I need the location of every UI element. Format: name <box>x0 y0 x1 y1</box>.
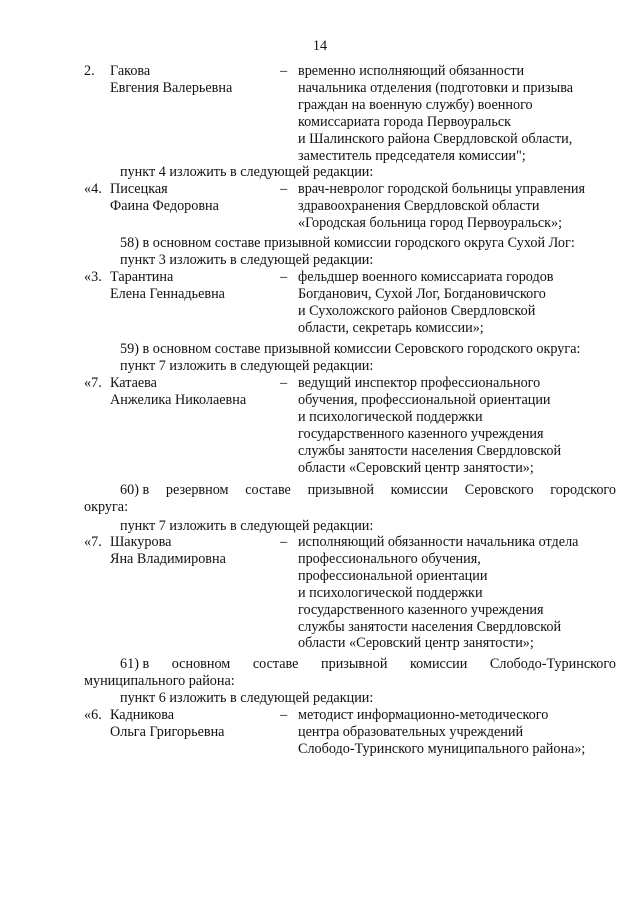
position-line: здравоохранения Свердловской области <box>298 197 540 214</box>
entry-number: «6. <box>84 707 102 723</box>
word: Слободо-Туринского <box>489 656 616 672</box>
entry-number: «4. <box>84 181 102 197</box>
position-line: Слободо-Туринского муниципального района»; <box>298 740 586 757</box>
dash-separator: – <box>280 63 288 79</box>
dash-separator: – <box>280 534 288 550</box>
section-heading: 59) в основном составе призывной комиссии Серовского городского округа: <box>120 341 581 357</box>
member-name <box>110 534 278 568</box>
word: 61) в <box>120 656 150 672</box>
word: комиссии <box>409 656 468 672</box>
member-position <box>298 63 618 164</box>
position-line: государственного казенного учреждения <box>298 601 544 618</box>
member-position <box>298 269 618 337</box>
word: Серовского <box>464 482 534 498</box>
position-line: ведущий инспектор профессионального <box>298 375 541 391</box>
position-line: службы занятости населения Свердловской <box>298 442 562 459</box>
position-line: заместитель председателя комиссии"; <box>298 147 526 164</box>
position-line: области «Серовский центр занятости»; <box>298 459 534 476</box>
word: основном <box>171 656 231 672</box>
word: комиссии <box>390 482 449 498</box>
surname: Катаева <box>110 375 157 391</box>
position-line: профессионального обучения, <box>298 550 481 567</box>
surname: Кадникова <box>110 707 175 723</box>
position-line: обучения, профессиональной ориентации <box>298 391 551 408</box>
word: призывной <box>321 656 388 672</box>
given-names: Фаина Федоровна <box>110 197 219 214</box>
position-line: временно исполняющий обязанности <box>298 63 525 79</box>
member-name <box>110 707 278 741</box>
position-line: области «Серовский центр занятости»; <box>298 635 534 652</box>
position-line: методист информационно-методического <box>298 707 549 723</box>
position-line: и Сухоложского районов Свердловской <box>298 302 536 319</box>
justified-line <box>120 656 616 673</box>
word: составе <box>245 482 291 498</box>
justified-line <box>120 482 616 499</box>
entry-number: 2. <box>84 63 95 79</box>
member-name <box>110 181 278 215</box>
position-line: граждан на военную службу) военного <box>298 96 533 113</box>
position-line: начальника отделения (подготовки и призыва <box>298 79 573 96</box>
position-line: центра образовательных учреждений <box>298 723 524 740</box>
section-continuation: муниципального района: <box>84 672 235 689</box>
dash-separator: – <box>280 707 288 723</box>
word: 60) в <box>120 482 150 498</box>
dash-separator: – <box>280 375 288 391</box>
word: составе <box>252 656 299 672</box>
instruction-line: пункт 4 изложить в следующей редакции: <box>120 164 374 180</box>
member-position <box>298 181 618 232</box>
instruction-line: пункт 6 изложить в следующей редакции: <box>120 690 374 706</box>
instruction-line: пункт 7 изложить в следующей редакции: <box>120 518 374 534</box>
given-names: Евгения Валерьевна <box>110 79 233 96</box>
position-line: «Городская больница город Первоуральск»; <box>298 214 563 231</box>
word: городского <box>550 482 616 498</box>
member-position <box>298 534 618 652</box>
section-heading: 58) в основном составе призывной комиссии городского округа Сухой Лог: <box>120 235 575 251</box>
member-position <box>298 375 618 476</box>
given-names: Анжелика Николаевна <box>110 391 247 408</box>
position-line: комиссариата города Первоуральск <box>298 113 512 130</box>
section-heading-61 <box>84 656 616 690</box>
position-line: службы занятости населения Свердловской <box>298 618 562 635</box>
entry-number: «7. <box>84 375 102 391</box>
given-names: Ольга Григорьевна <box>110 723 225 740</box>
page-number: 14 <box>312 38 328 54</box>
word: призывной <box>307 482 374 498</box>
surname: Гакова <box>110 63 151 79</box>
member-position <box>298 707 618 758</box>
word: резервном <box>165 482 229 498</box>
surname: Шакурова <box>110 534 172 550</box>
entry-number: «7. <box>84 534 102 550</box>
position-line: профессиональной ориентации <box>298 567 488 584</box>
dash-separator: – <box>280 269 288 285</box>
member-name <box>110 375 278 409</box>
position-line: Богданович, Сухой Лог, Богдановичского <box>298 285 546 302</box>
position-line: области, секретарь комиссии»; <box>298 319 484 336</box>
position-line: и психологической поддержки <box>298 408 483 425</box>
position-line: фельдшер военного комиссариата городов <box>298 269 554 285</box>
position-line: и Шалинского района Свердловской области, <box>298 130 573 147</box>
instruction-line: пункт 3 изложить в следующей редакции: <box>120 252 374 268</box>
dash-separator: – <box>280 181 288 197</box>
surname: Тарантина <box>110 269 174 285</box>
member-name <box>110 63 278 97</box>
surname: Писецкая <box>110 181 168 197</box>
member-name <box>110 269 278 303</box>
position-line: врач-невролог городской больницы управления <box>298 181 585 197</box>
entry-number: «3. <box>84 269 102 285</box>
section-heading-60 <box>84 482 616 516</box>
section-continuation: округа: <box>84 498 129 515</box>
given-names: Елена Геннадьевна <box>110 285 225 302</box>
given-names: Яна Владимировна <box>110 550 226 567</box>
position-line: государственного казенного учреждения <box>298 425 544 442</box>
instruction-line: пункт 7 изложить в следующей редакции: <box>120 358 374 374</box>
position-line: и психологической поддержки <box>298 584 483 601</box>
position-line: исполняющий обязанности начальника отдела <box>298 534 579 550</box>
